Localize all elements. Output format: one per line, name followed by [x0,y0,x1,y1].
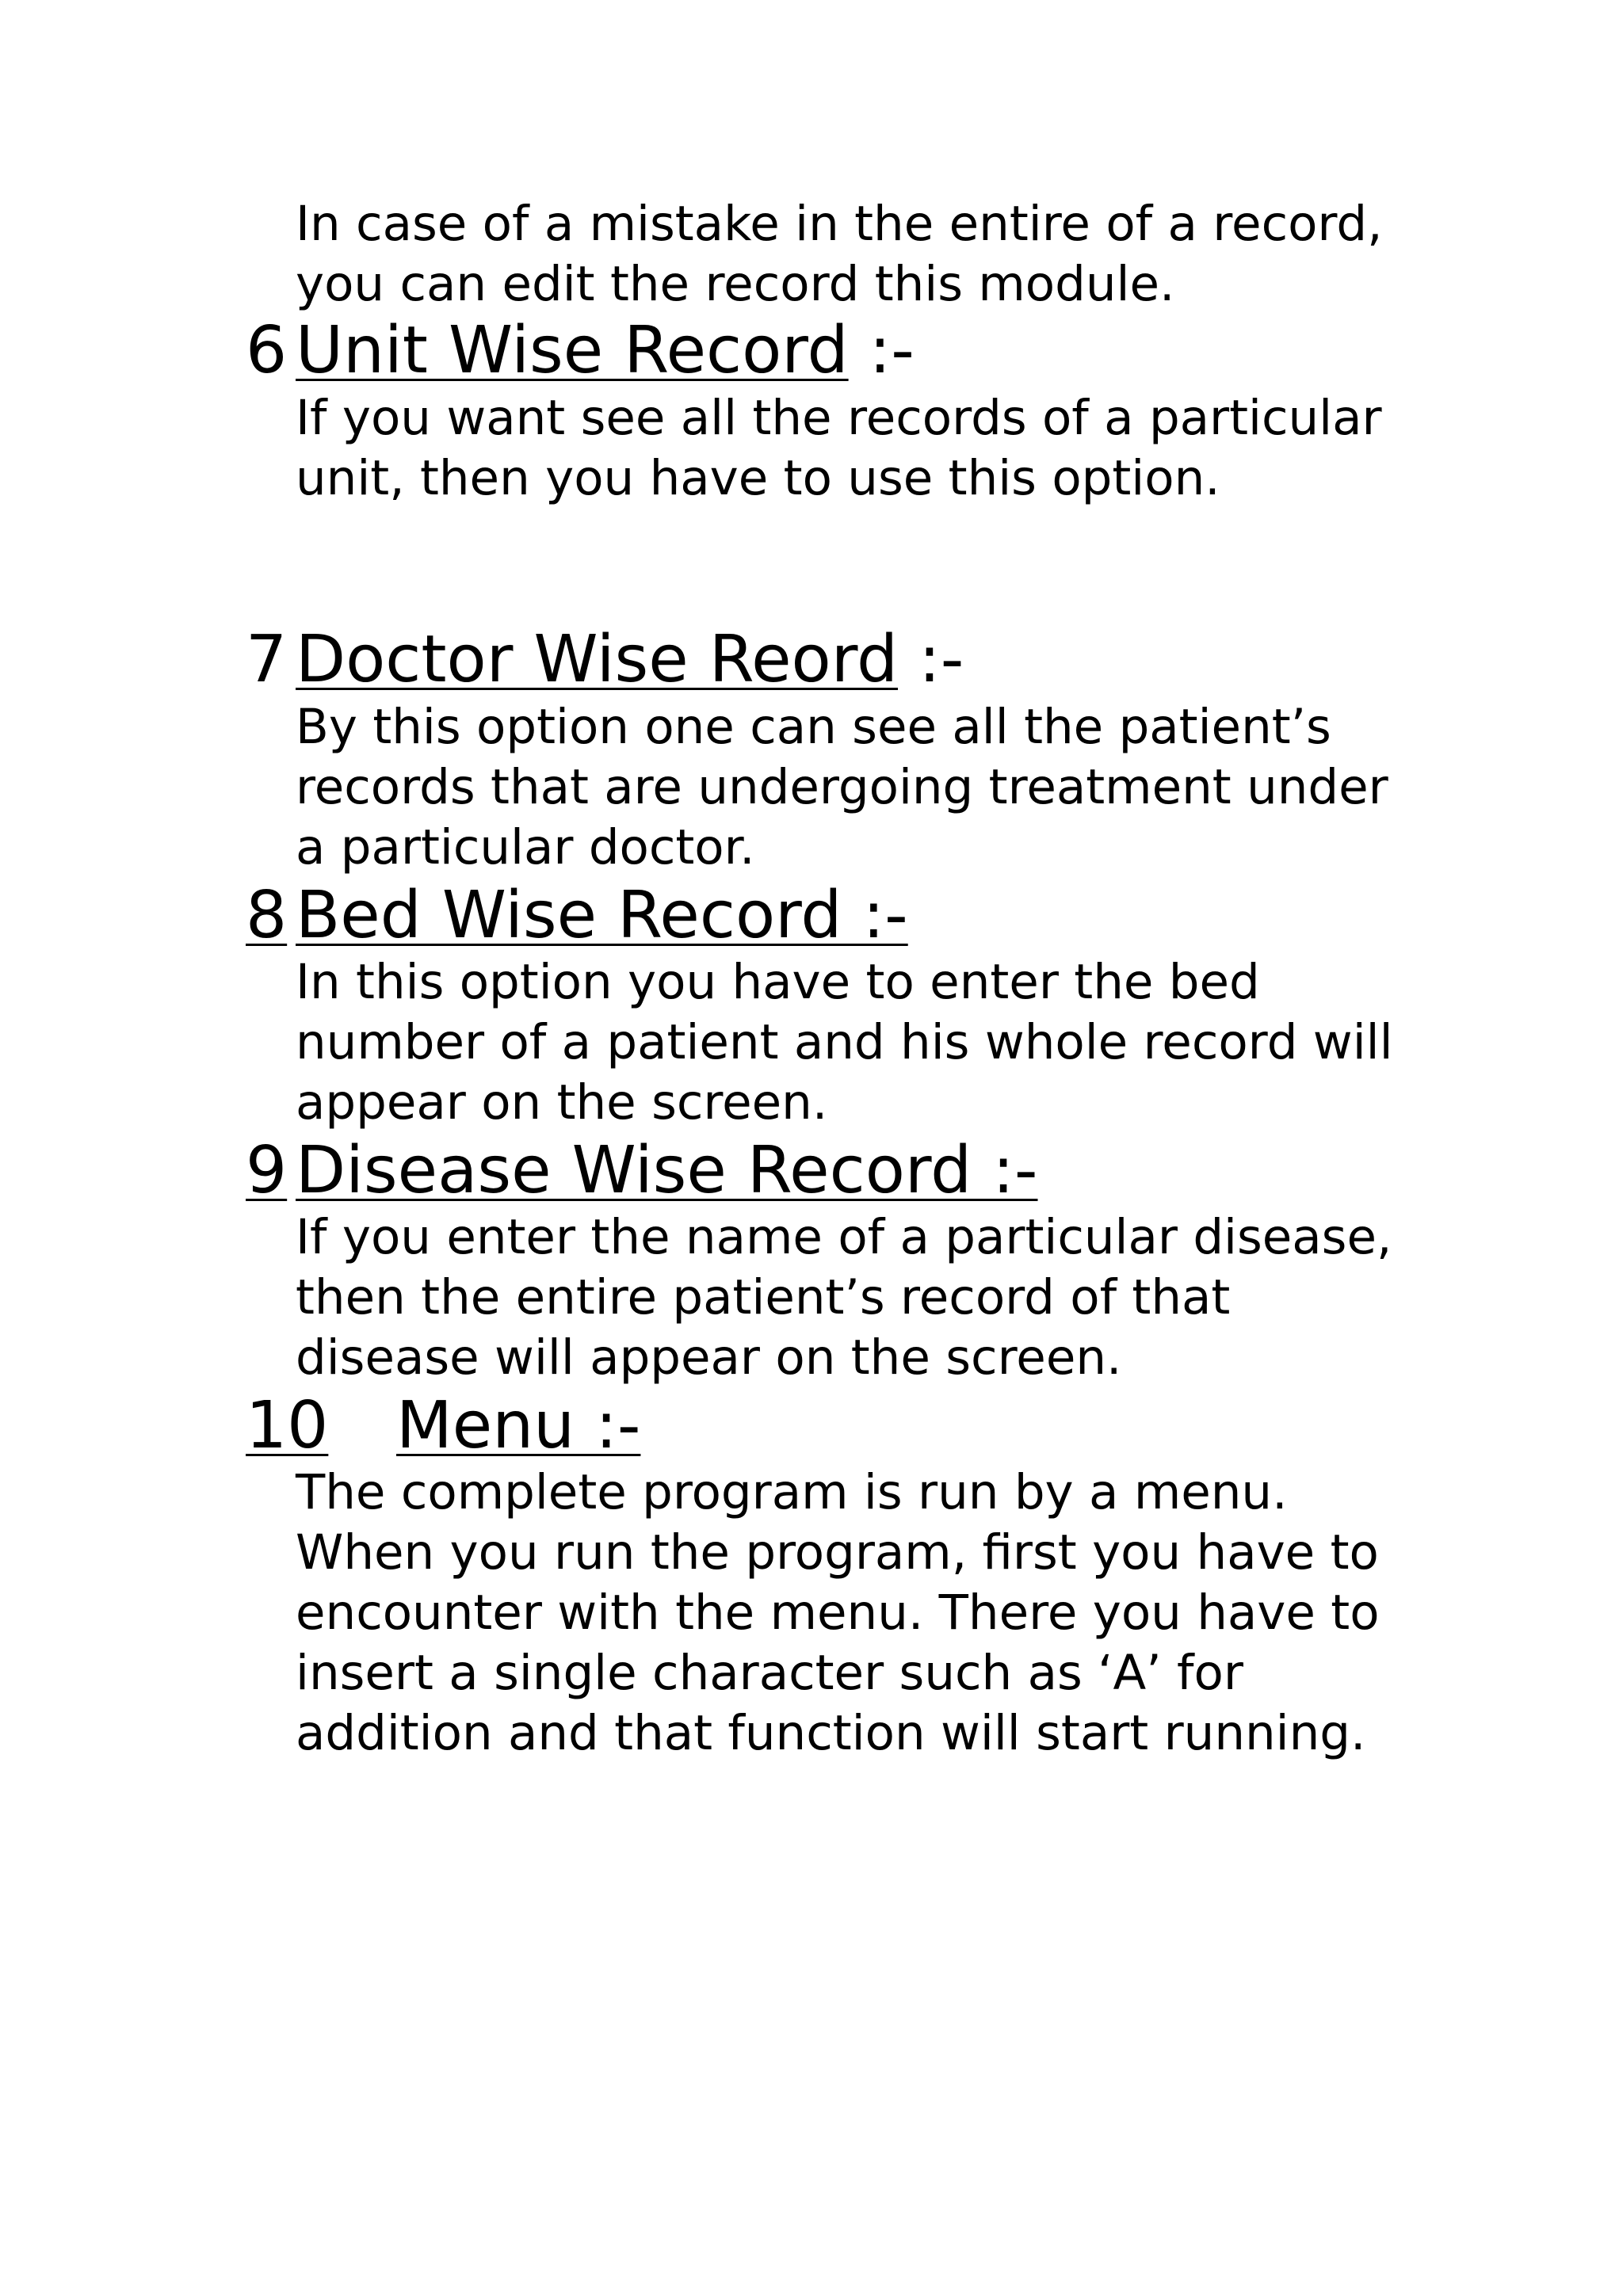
section-title-suffix: :- [848,313,915,388]
section-number: 10 [246,1388,329,1463]
section-title: Menu :- [396,1388,641,1463]
section-10-paragraph [296,1463,1380,1764]
section-6-heading [246,313,915,389]
paragraph-line: number of a patient and his whole record will [296,1014,1393,1070]
paragraph-line: By this option one can see all the patient’s [296,699,1331,755]
paragraph-line: insert a single character such as ‘A’ for [296,1645,1243,1701]
section-number: 9 [246,1133,288,1208]
paragraph-line: addition and that function will start running. [296,1705,1366,1761]
section-8-paragraph [296,952,1393,1133]
section-number: 7 [246,622,288,697]
section-6-paragraph [296,388,1382,509]
paragraph-line: encounter with the menu. There you have to [296,1585,1380,1641]
paragraph-line: If you want see all the records of a particular [296,390,1382,446]
section-9-paragraph [296,1207,1392,1388]
paragraph-line: unit, then you have to use this option. [296,450,1220,506]
paragraph-line: The complete program is run by a menu. [296,1464,1288,1520]
paragraph-line: When you run the program, first you have to [296,1524,1379,1581]
section-title: Doctor Wise Reord [296,622,899,697]
section-title: Bed Wise Record :- [296,878,908,953]
intro-paragraph [296,194,1383,315]
section-10-heading [246,1388,640,1464]
section-number: 8 [246,878,288,953]
paragraph-line: records that are undergoing treatment under [296,759,1388,815]
section-7-heading [246,622,964,698]
paragraph-line: In case of a mistake in the entire of a record, [296,196,1383,252]
section-8-heading [246,878,908,954]
paragraph-line: In this option you have to enter the bed [296,954,1260,1010]
paragraph-line: appear on the screen. [296,1074,828,1131]
paragraph-line: If you enter the name of a particular disease, [296,1209,1392,1265]
section-7-paragraph [296,697,1388,878]
paragraph-line: then the entire patient’s record of that [296,1269,1231,1325]
section-9-heading [246,1133,1037,1209]
paragraph-line: a particular doctor. [296,819,755,875]
paragraph-line: you can edit the record this module. [296,256,1175,312]
paragraph-line: disease will appear on the screen. [296,1329,1122,1386]
section-title: Disease Wise Record :- [296,1133,1038,1208]
section-title-suffix: :- [898,622,964,697]
section-number: 6 [246,313,288,388]
section-title: Unit Wise Record [296,313,849,388]
